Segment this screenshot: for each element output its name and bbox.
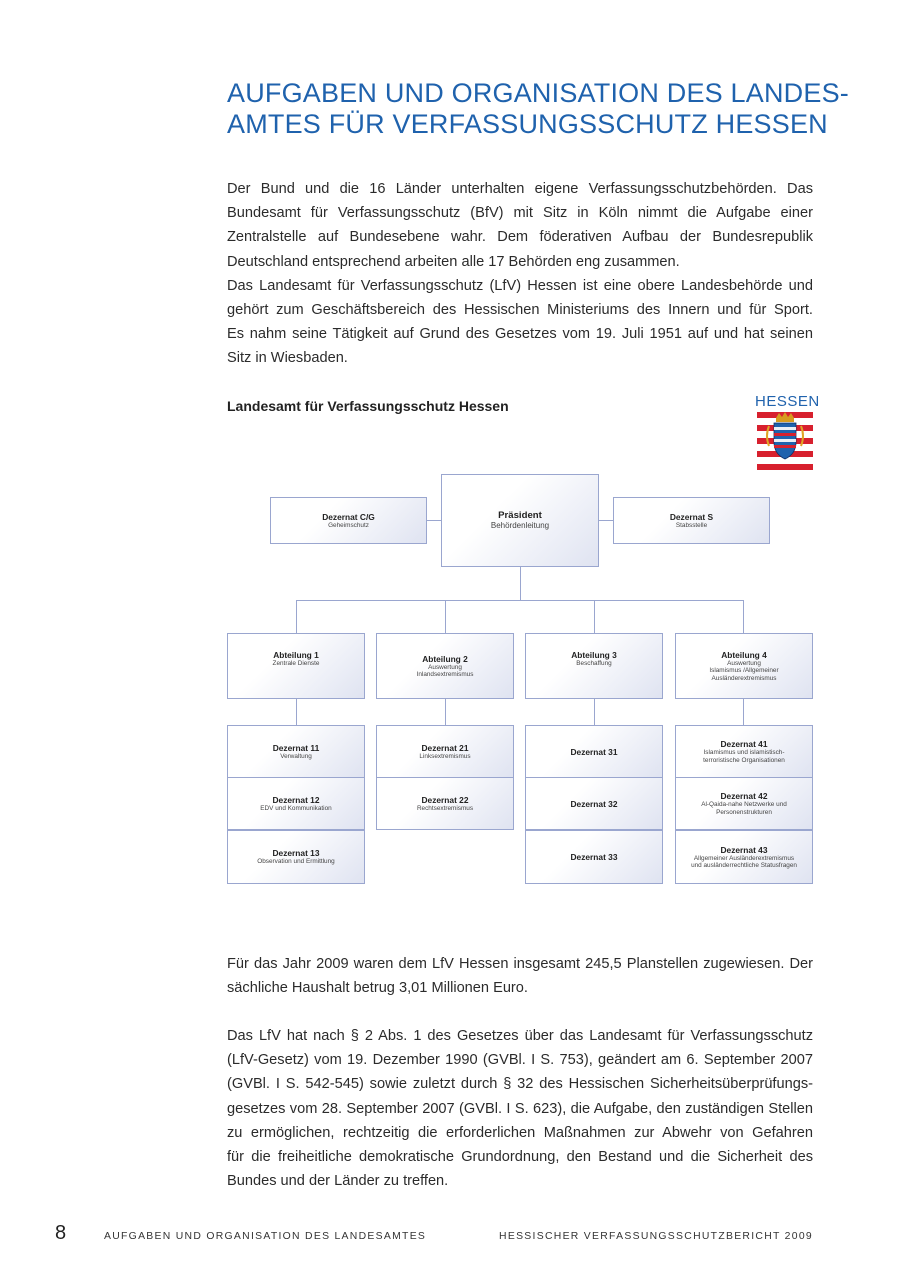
org-box-sub: Linksextremismus: [419, 752, 471, 760]
org-box-name: Dezernat C/G: [322, 511, 375, 522]
connector-line: [445, 600, 446, 633]
org-box-president: [441, 474, 599, 567]
org-chart-title: Landesamt für Verfassungsschutz Hessen: [227, 398, 509, 414]
connector-line: [296, 600, 744, 601]
page-title: [227, 78, 849, 140]
text-line: (LfV-Gesetz) vom 19. Dezember 1990 (GVBl. I S. 753), geändert am 6. September 2007: [227, 1052, 813, 1069]
connector-line: [594, 600, 595, 633]
org-box-sub: Inlandsextremismus: [416, 671, 474, 679]
org-box-dezernat-12: [227, 777, 365, 830]
org-box-sub: Allgemeiner Ausländerextremismus: [693, 854, 795, 862]
org-box-sub: Auswertung: [428, 664, 462, 671]
org-box-name: Dezernat 12: [272, 794, 320, 805]
org-box-sub: Personenstrukturen: [716, 808, 772, 816]
org-box-sub: Islamismus und islamistisch-: [703, 749, 785, 757]
footer-section-title: AUFGABEN UND ORGANISATION DES LANDESAMTES: [104, 1231, 427, 1242]
org-box-name: Abteilung 3: [571, 650, 617, 660]
org-box-sub: Behördenleitung: [490, 520, 550, 530]
org-box-name: Dezernat S: [669, 511, 714, 522]
org-box-abteilung-3: [525, 633, 663, 699]
org-box-sub: Ausländerextremismus: [711, 674, 777, 682]
org-box-name: Dezernat 32: [570, 798, 618, 809]
org-box-dezernat-22: [376, 777, 514, 830]
org-box-name: Abteilung 1: [273, 650, 319, 660]
connector-line: [296, 600, 297, 633]
text-line: zu ermöglichen, rechtzeitig die erforderlichen Maßnahmen zur Abwehr von Gefahren: [227, 1124, 813, 1141]
org-box-sub: Stabsstelle: [675, 521, 708, 529]
text-line: gehört zum Geschäftsbereich des Hessischen Ministeriums des Innern und für Sport.: [227, 302, 813, 319]
title-line-2: AMTES FÜR VERFASSUNGSSCHUTZ HESSEN: [227, 109, 828, 139]
org-box-name: Abteilung 2: [422, 654, 468, 664]
org-box-dezernat-43: [675, 830, 813, 884]
org-box-dezernat-11: [227, 725, 365, 778]
crest-lion-stripe: [774, 433, 796, 436]
text-line: Das LfV hat nach § 2 Abs. 1 des Gesetzes über das Landesamt für Verfassungsschutz: [227, 1028, 813, 1044]
connector-line: [427, 520, 441, 521]
org-box-name: Dezernat 31: [570, 746, 618, 757]
hessen-crest-logo: [757, 412, 813, 470]
org-box-name: Dezernat 13: [272, 848, 320, 859]
org-box-abteilung-4: [675, 633, 813, 699]
org-box-name: Dezernat 42: [720, 791, 768, 802]
page-number: 8: [55, 1222, 67, 1244]
org-box-sub: Auswertung: [727, 660, 761, 667]
text-line: Bundesamt für Verfassungsschutz (BfV) mit Sitz in Köln nimmt die Aufgabe einer: [227, 205, 813, 222]
org-box-sub: Geheimschutz: [328, 521, 369, 529]
org-box-name: Dezernat 22: [421, 794, 469, 805]
text-line: für die freiheitliche demokratische Grundordnung, den Bestand und die Sicherheit des: [227, 1149, 813, 1166]
footer-report-title: HESSISCHER VERFASSUNGSSCHUTZBERICHT 2009: [499, 1231, 813, 1242]
text-line: gesetzes vom 28. September 2007 (GVBl. I S. 623), die Aufgabe, den zuständigen Stellen: [227, 1100, 813, 1117]
crest-crown: [776, 412, 794, 422]
text-line: Der Bund und die 16 Länder unterhalten eigene Verfassungsschutzbehörden. Das: [227, 181, 813, 197]
text-line: (GVBl. I S. 542-545) sowie zuletzt durch § 32 des Hessischen Sicherheitsüberprüfungs-: [227, 1076, 813, 1093]
org-box-dezernat-21: [376, 725, 514, 778]
org-box-sub: und ausländerrechtliche Statusfragen: [691, 862, 797, 869]
org-box-dezernat-s: [613, 497, 770, 544]
connector-line: [594, 699, 595, 725]
org-box-sub: Beschaffung: [576, 660, 612, 667]
org-box-sub: terroristische Organisationen: [703, 756, 785, 764]
org-box-dezernat-13: [227, 830, 365, 884]
text-line: Deutschland entsprechend arbeiten alle 17 Behörden eng zusammen.: [227, 253, 680, 270]
text-line: Das Landesamt für Verfassungsschutz (LfV) Hessen ist eine obere Landesbehörde und: [227, 277, 813, 294]
intro-paragraph: [227, 177, 813, 371]
connector-line: [520, 567, 521, 601]
connector-line: [599, 520, 613, 521]
connector-line: [296, 699, 297, 725]
text-line: Sitz in Wiesbaden.: [227, 350, 348, 367]
crest-lion-stripe: [774, 445, 796, 448]
org-box-name: Dezernat 41: [720, 739, 768, 750]
org-box-name: Abteilung 4: [721, 650, 767, 660]
org-box-dezernat-31: [525, 725, 663, 778]
org-box-sub: Rechtsextremismus: [416, 804, 474, 812]
org-box-sub: Al-Qaida-nahe Netzwerke und: [701, 801, 787, 809]
text-line: Es nahm seine Tätigkeit auf Grund des Gesetzes vom 19. Juli 1951 auf und hat seinen: [227, 326, 813, 343]
org-box-name: Dezernat 11: [272, 742, 320, 753]
org-box-sub: Islamismus /Allgemeiner: [709, 667, 779, 675]
connector-line: [743, 600, 744, 633]
hessen-logo-text: HESSEN: [755, 393, 820, 410]
text-line: Bundes und der Länder zu treffen.: [227, 1173, 449, 1190]
text-line: sächliche Haushalt betrug 3,01 Millionen Euro.: [227, 980, 528, 997]
budget-paragraph: [227, 952, 813, 1000]
org-box-dezernat-cg: [270, 497, 427, 544]
org-box-sub: Zentrale Dienste: [272, 660, 320, 667]
org-box-abteilung-1: [227, 633, 365, 699]
org-box-name: Dezernat 33: [570, 852, 618, 862]
law-paragraph: [227, 1024, 813, 1193]
crest-stripe: [757, 464, 813, 470]
connector-line: [445, 699, 446, 725]
org-box-abteilung-2: [376, 633, 514, 699]
text-line: Zentralstelle auf Bundesebene wahr. Dem föderativen Aufbau der Bundesrepublik: [227, 229, 813, 246]
text-line: Für das Jahr 2009 waren dem LfV Hessen insgesamt 245,5 Planstellen zugewiesen. Der: [227, 956, 813, 972]
org-box-dezernat-32: [525, 777, 663, 830]
title-line-1: AUFGABEN UND ORGANISATION DES LANDES-: [227, 78, 849, 108]
org-box-sub: Verwaltung: [280, 752, 312, 760]
org-box-name: Dezernat 43: [720, 844, 768, 855]
org-box-dezernat-33: [525, 830, 663, 884]
org-box-sub: EDV und Kommunikation: [260, 804, 332, 812]
org-box-dezernat-42: [675, 777, 813, 830]
connector-line: [743, 699, 744, 725]
org-box-dezernat-41: [675, 725, 813, 778]
org-box-sub: Observation und Ermittlung: [257, 858, 335, 866]
org-box-name: Präsident: [498, 509, 542, 521]
org-box-name: Dezernat 21: [421, 742, 469, 753]
